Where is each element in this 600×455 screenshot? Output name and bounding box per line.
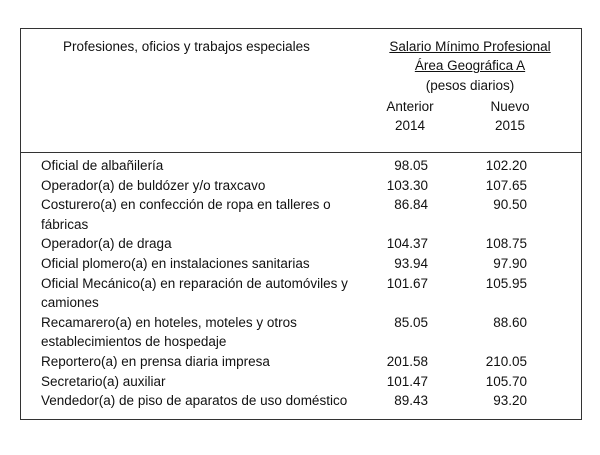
row-value-2014: 85.05 (394, 314, 428, 330)
row-label: Secretario(a) auxiliar (41, 373, 166, 389)
row-label: Operador(a) de draga (41, 236, 172, 252)
row-value-2014: 104.37 (386, 236, 428, 252)
row-value-2015: 105.70 (485, 373, 527, 389)
header-prev-label: Anterior (386, 99, 434, 114)
row-value-2015: 108.75 (485, 236, 527, 252)
row-value-2014: 101.47 (386, 373, 428, 389)
row-value-2015: 210.05 (485, 354, 527, 369)
row-label: camiones (41, 295, 99, 311)
row-value-2014: 93.94 (394, 256, 428, 271)
row-label: Oficial Mecánico(a) en reparación de automóviles y (41, 275, 348, 291)
row-value-2015: 105.95 (485, 275, 527, 291)
header-prev-year: 2014 (394, 118, 426, 133)
row-label: Reportero(a) en prensa diaria impresa (41, 354, 270, 369)
row-value-2015: 93.20 (493, 393, 527, 409)
header-area: Área Geográfica A (414, 58, 526, 73)
row-label: fábricas (41, 216, 89, 232)
row-label: Oficial plomero(a) en instalaciones sanitarias (41, 256, 310, 271)
row-value-2014: 101.67 (386, 275, 428, 291)
row-value-2014: 103.30 (386, 177, 428, 193)
row-label: Operador(a) de buldózer y/o traxcavo (41, 177, 266, 193)
row-label: Oficial de albañilería (41, 158, 164, 173)
header-professions: Profesiones, oficios y trabajos especiales (63, 39, 310, 54)
row-value-2015: 107.65 (485, 177, 527, 193)
row-label: Recamarero(a) en hoteles, moteles y otros (41, 314, 297, 330)
row-value-2014: 201.58 (386, 354, 428, 369)
header-divider (20, 152, 582, 153)
row-value-2014: 86.84 (394, 197, 428, 213)
header-new-year: 2015 (494, 118, 526, 133)
row-label: Vendedor(a) de piso de aparatos de uso doméstico (41, 393, 348, 409)
row-label: establecimientos de hospedaje (41, 334, 227, 350)
row-value-2015: 88.60 (493, 314, 527, 330)
row-value-2015: 102.20 (485, 158, 527, 173)
header-group-title: Salario Mínimo Profesional (389, 39, 551, 54)
row-value-2015: 90.50 (493, 197, 527, 213)
row-label: Costurero(a) en confección de ropa en talleres o (41, 197, 331, 213)
row-value-2015: 97.90 (493, 256, 527, 271)
row-value-2014: 98.05 (394, 158, 428, 173)
header-new-label: Nuevo (490, 99, 530, 114)
header-units: (pesos diarios) (425, 78, 515, 93)
row-value-2014: 89.43 (394, 393, 428, 409)
